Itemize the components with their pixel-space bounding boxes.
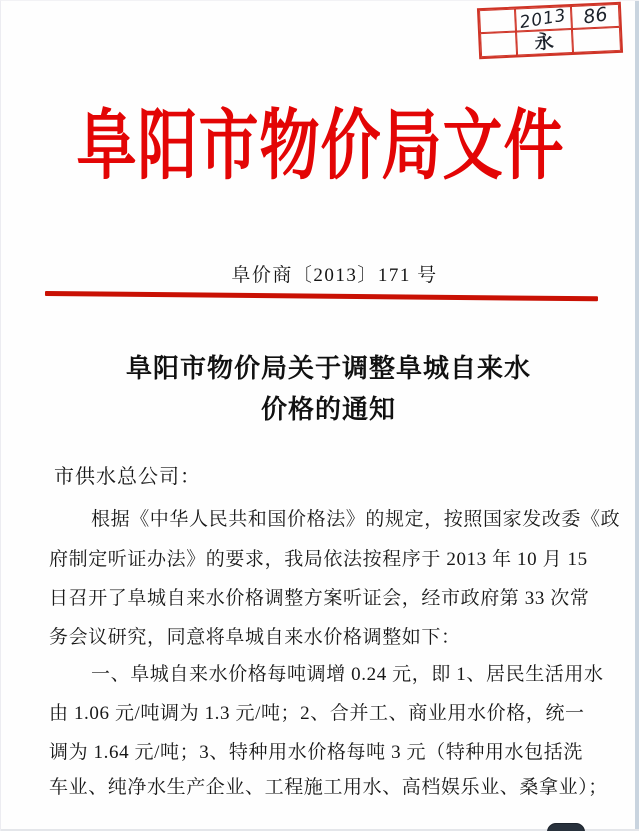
registry-stamp-grid — [477, 2, 623, 59]
stamp-year-value: 2013 — [518, 5, 569, 34]
body-line: 根据《中华人民共和国价格法》的规定，按照国家发改委《政 — [91, 509, 621, 530]
masthead-title: 阜阳市物价局文件 — [76, 104, 565, 189]
document-number: 阜价商〔2013〕171 号 — [231, 265, 438, 286]
red-divider-rule — [45, 291, 598, 301]
body-line: 调为 1.64 元/吨；3、特种用水价格每吨 3 元（特种用水包括洗 — [49, 742, 583, 763]
stamp-cell-empty-bottom-left — [480, 32, 517, 58]
notice-title-line-2: 价格的通知 — [260, 395, 396, 424]
stamp-cell-year — [515, 6, 572, 32]
stamp-archive-mark-value: 永 — [533, 29, 556, 54]
viewer-scroll-button[interactable] — [547, 823, 585, 831]
body-line: 务会议研究，同意将阜城自来水价格调整如下： — [49, 627, 461, 648]
stamp-cell-empty-top-left — [479, 9, 516, 34]
stamp-cell-empty-bottom-right — [572, 27, 621, 53]
body-line: 一、阜城自来水价格每吨调增 0.24 元，即 1、居民生活用水 — [91, 664, 604, 685]
body-line: 府制定听证办法》的要求，我局依法按程序于 2013 年 10 月 15 — [49, 549, 588, 570]
salutation: 市供水总公司： — [54, 466, 201, 488]
stamp-cell-number — [571, 4, 620, 29]
notice-title-line-1: 阜阳市物价局关于调整阜城自来水 — [125, 354, 531, 383]
stamp-number-value: 86 — [581, 3, 609, 29]
stamp-cell-archive-mark — [516, 29, 573, 56]
body-line: 日召开了阜城自来水价格调整方案听证会，经市政府第 33 次常 — [49, 588, 590, 609]
body-line: 车业、纯净水生产企业、工程施工用水、高档娱乐业、桑拿业）； — [49, 777, 608, 798]
body-line: 由 1.06 元/吨调为 1.3 元/吨；2、合并工、商业用水价格，统一 — [49, 703, 585, 724]
